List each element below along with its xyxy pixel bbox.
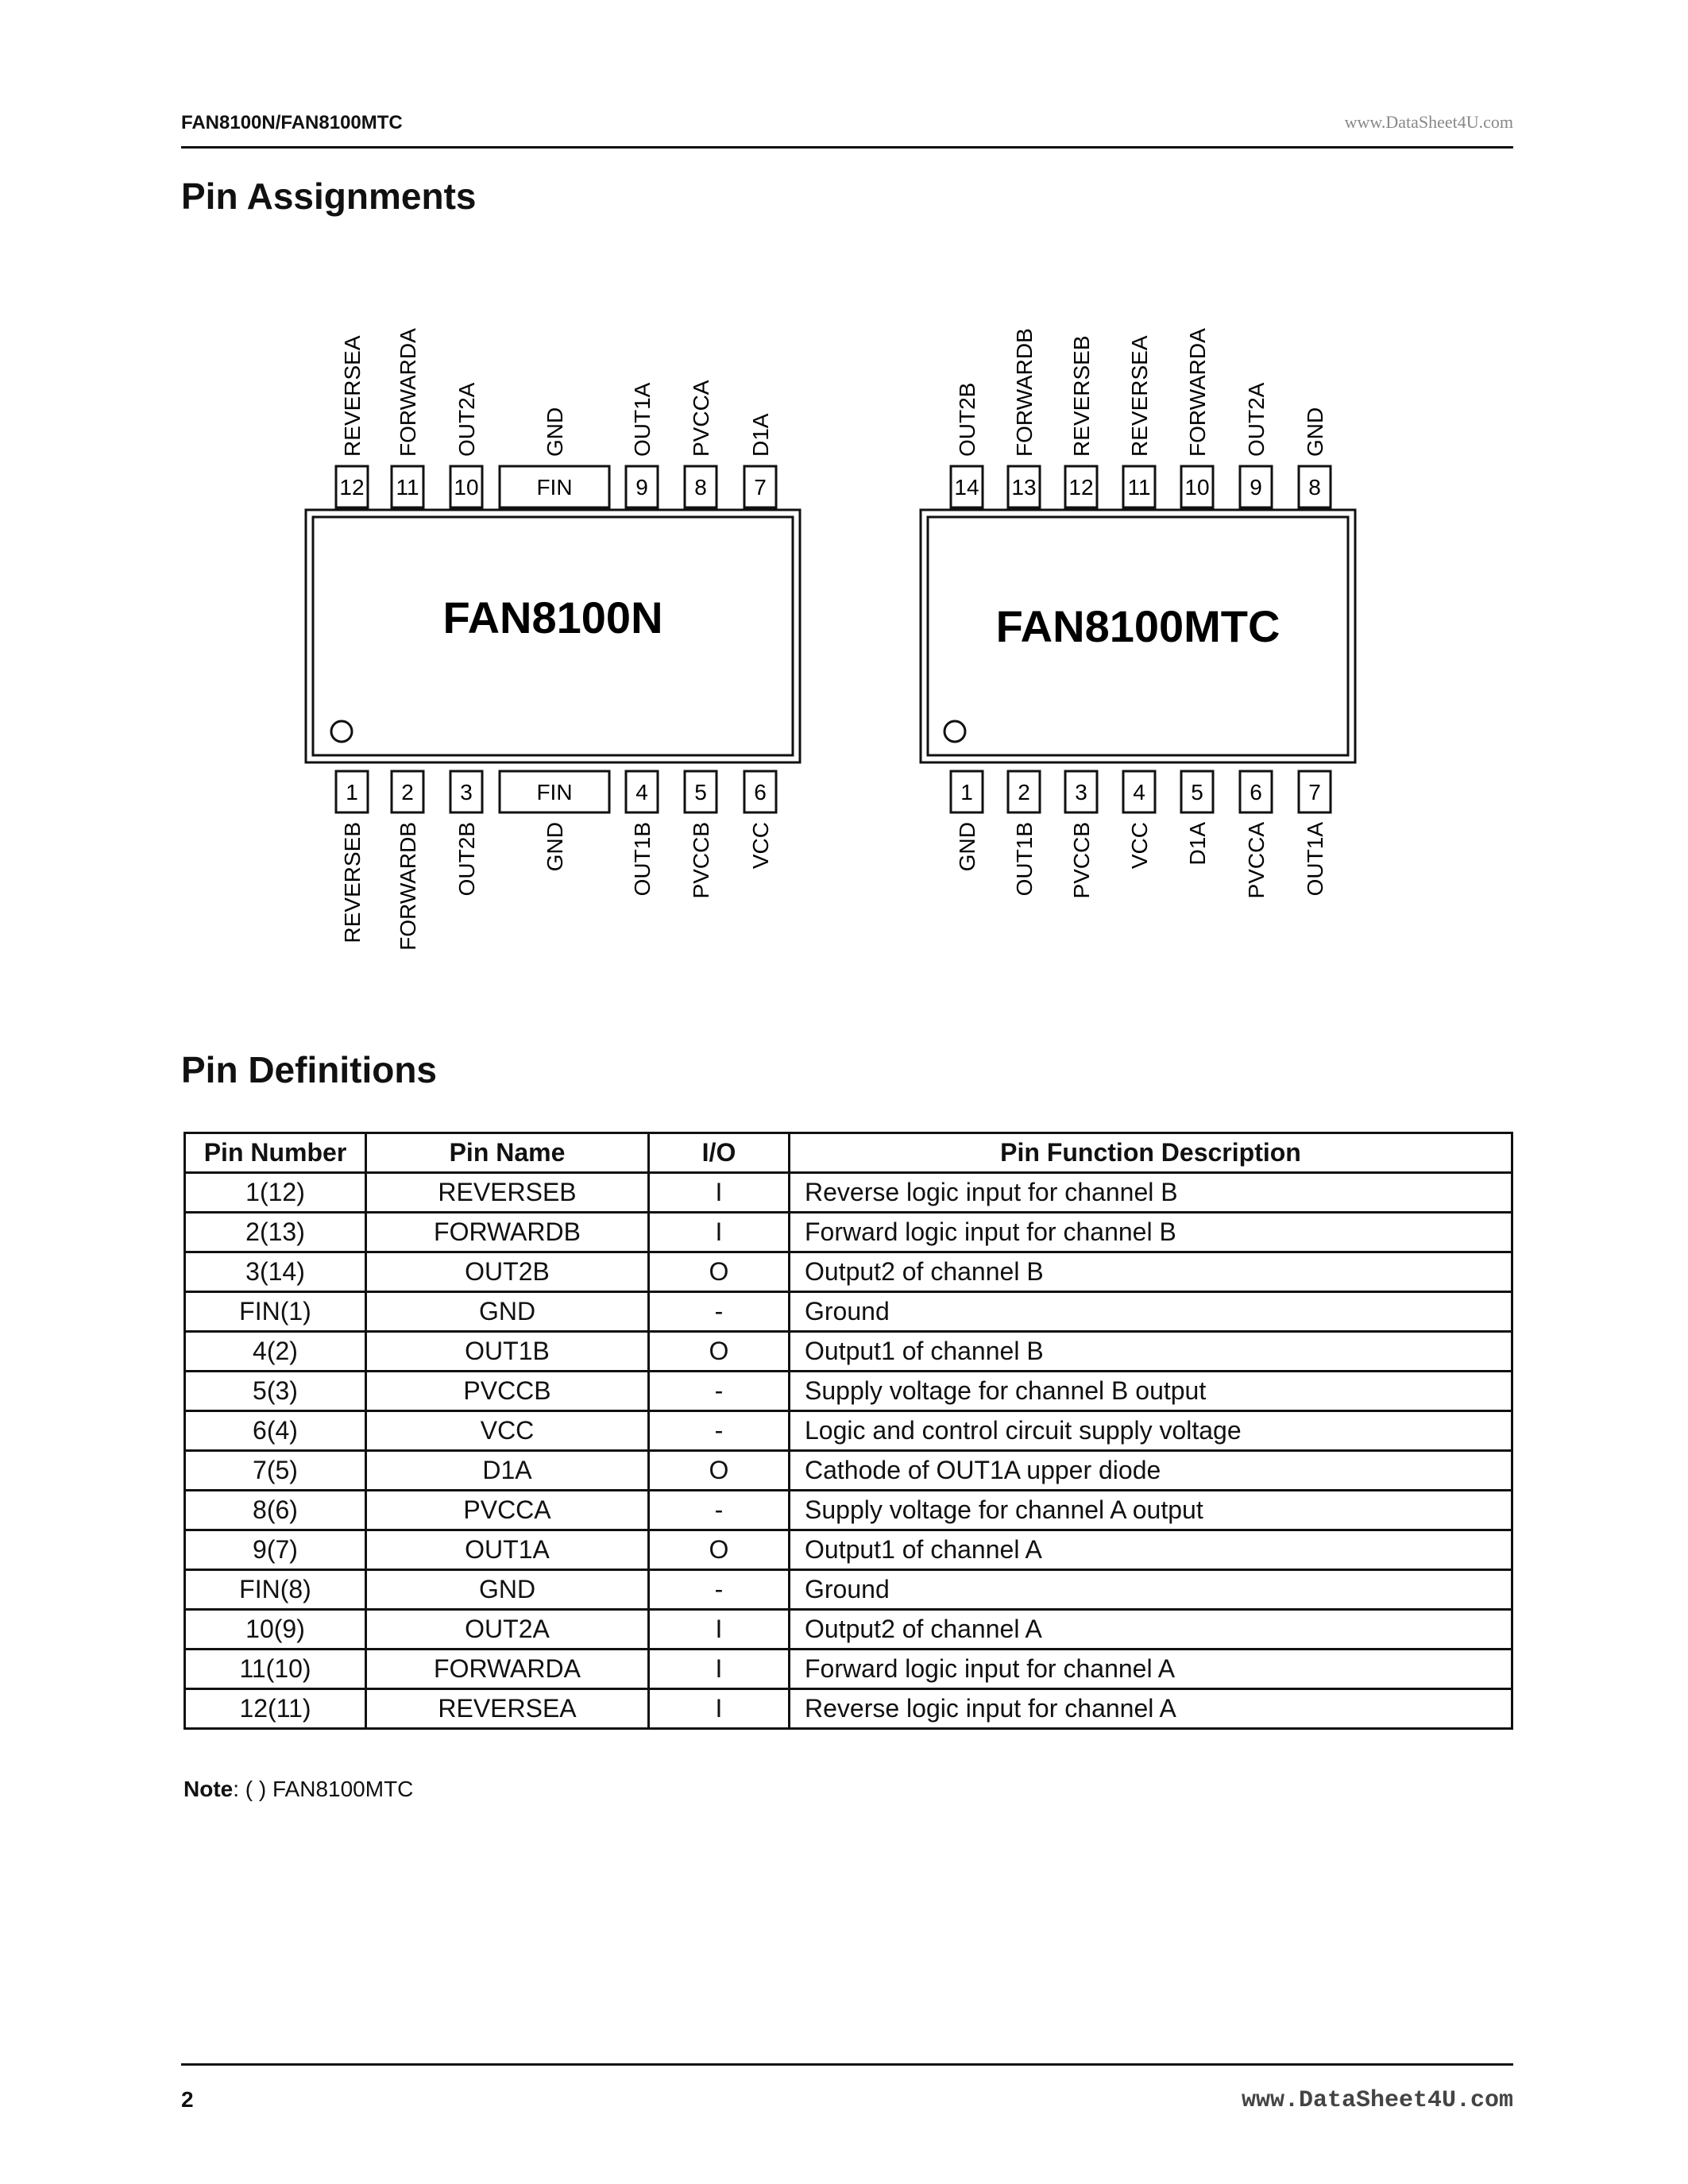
cell-description: Ground [790,1570,1512,1610]
pin-name-label: GND [955,822,979,872]
pin-number: 12 [1068,475,1094,500]
cell-description: Output1 of channel A [790,1530,1512,1570]
cell-io: O [649,1252,790,1292]
pin-number: 4 [1133,780,1145,805]
pin-name-label: D1A [1185,822,1210,866]
cell-pin-name: VCC [366,1411,649,1451]
table-row [185,1292,1512,1332]
cell-description: Supply voltage for channel A output [790,1491,1512,1530]
cell-pin-name: OUT2B [366,1252,649,1292]
cell-io: O [649,1332,790,1372]
cell-io: O [649,1530,790,1570]
pin-name-label: REVERSEB [340,822,365,943]
cell-pin-name: OUT1A [366,1530,649,1570]
pin-number: FIN [536,475,573,500]
cell-description: Logic and control circuit supply voltage [790,1411,1512,1451]
cell-description: Output2 of channel A [790,1610,1512,1650]
cell-description: Reverse logic input for channel A [790,1689,1512,1729]
table-row [185,1610,1512,1650]
pin-name-label: GND [1303,407,1327,457]
pin-number: 2 [401,780,414,805]
pin-name-label: D1A [748,413,773,457]
cell-pin-name: REVERSEB [366,1173,649,1213]
cell-io: I [649,1173,790,1213]
cell-pin-number: 2(13) [185,1213,366,1252]
pin-number: 2 [1018,780,1030,805]
pin1-marker [944,721,965,742]
pin-number: 11 [1127,475,1151,500]
pin-name-label: OUT2B [454,822,479,897]
cell-pin-number: 4(2) [185,1332,366,1372]
cell-pin-number: 6(4) [185,1411,366,1451]
table-row [185,1530,1512,1570]
footer-url[interactable]: www.DataSheet4U.com [1241,2087,1513,2114]
pin-number: 5 [694,780,707,805]
chip-name: FAN8100MTC [995,601,1280,651]
cell-description: Output2 of channel B [790,1252,1512,1292]
cell-pin-name: FORWARDB [366,1213,649,1252]
col-header-pin-number: Pin Number [185,1133,366,1173]
pin-number: 9 [635,475,648,500]
cell-io: I [649,1610,790,1650]
table-row [185,1570,1512,1610]
table-row [185,1650,1512,1689]
pin-name-label: OUT1A [630,382,655,457]
cell-io: - [649,1292,790,1332]
pin-number: 12 [339,475,365,500]
table-row [185,1252,1512,1292]
cell-pin-number: 11(10) [185,1650,366,1689]
table-row [185,1332,1512,1372]
pin-assignments-heading: Pin Assignments [181,176,477,217]
cell-io: O [649,1451,790,1491]
table-row [185,1173,1512,1213]
pin-name-label: REVERSEA [1127,335,1152,457]
table-row [185,1411,1512,1451]
pin-number: 7 [754,475,767,500]
note-label: Note [183,1777,234,1801]
pin-number: 8 [1308,475,1321,500]
cell-description: Reverse logic input for channel B [790,1173,1512,1213]
chip-name: FAN8100N [442,592,663,642]
pin-name-label: PVCCA [689,380,713,457]
document-title: FAN8100N/FAN8100MTC [181,112,403,133]
cell-description: Cathode of OUT1A upper diode [790,1451,1512,1491]
pin-number: 3 [460,780,473,805]
cell-description: Ground [790,1292,1512,1332]
pin-name-label: GND [543,407,567,457]
col-header-description: Pin Function Description [790,1133,1512,1173]
pin-name-label: OUT1B [1012,822,1037,897]
pin-number: 14 [954,475,979,500]
pin-name-label: FORWARDA [396,328,420,457]
pin-name-label: VCC [748,822,773,870]
cell-pin-number: 10(9) [185,1610,366,1650]
pin-number: 8 [694,475,707,500]
pin-name-label: FORWARDB [396,822,420,951]
cell-pin-name: OUT2A [366,1610,649,1650]
cell-pin-number: FIN(8) [185,1570,366,1610]
col-header-io: I/O [649,1133,790,1173]
pin-name-label: OUT2A [1244,382,1269,457]
pin-name-label: GND [543,822,567,872]
footer-rule [181,2063,1513,2066]
cell-pin-number: 8(6) [185,1491,366,1530]
cell-pin-number: 7(5) [185,1451,366,1491]
pin-name-label: REVERSEB [1069,335,1094,457]
pin-name-label: FORWARDA [1185,328,1210,457]
table-header-row [185,1133,1512,1173]
pin-name-label: PVCCB [689,822,713,899]
cell-pin-name: GND [366,1570,649,1610]
pin-name-label: VCC [1127,822,1152,870]
pin-definitions-heading: Pin Definitions [181,1049,437,1090]
pin-name-label: FORWARDB [1012,328,1037,457]
table-row [185,1451,1512,1491]
cell-description: Supply voltage for channel B output [790,1372,1512,1411]
pin-name-label: OUT1B [630,822,655,897]
cell-pin-number: 5(3) [185,1372,366,1411]
cell-io: I [649,1689,790,1729]
cell-io: I [649,1213,790,1252]
table-note [183,1777,413,1802]
col-header-pin-name: Pin Name [366,1133,649,1173]
cell-description: Output1 of channel B [790,1332,1512,1372]
cell-io: - [649,1411,790,1451]
table-row [185,1491,1512,1530]
pin-number: 7 [1308,780,1321,805]
pin1-marker [331,721,352,742]
pin-name-label: OUT2B [955,382,979,457]
pin-number: 13 [1011,475,1037,500]
table-row [185,1213,1512,1252]
cell-pin-name: OUT1B [366,1332,649,1372]
cell-pin-name: D1A [366,1451,649,1491]
cell-pin-name: PVCCA [366,1491,649,1530]
pin-number: 5 [1191,780,1203,805]
cell-io: I [649,1650,790,1689]
pin-number: 1 [960,780,973,805]
pin-definitions-table [183,1132,1513,1730]
cell-description: Forward logic input for channel A [790,1650,1512,1689]
cell-pin-number: 3(14) [185,1252,366,1292]
pin-number: 6 [754,780,767,805]
pin-assignment-diagrams [0,0,1688,1032]
cell-pin-number: 1(12) [185,1173,366,1213]
cell-pin-name: FORWARDA [366,1650,649,1689]
pin-number: FIN [536,780,573,805]
pin-number: 11 [396,475,419,500]
page-number: 2 [181,2087,194,2112]
pin-number: 6 [1250,780,1262,805]
cell-pin-name: PVCCB [366,1372,649,1411]
cell-pin-number: 12(11) [185,1689,366,1729]
pin-name-label: OUT1A [1303,822,1327,897]
pin-name-label: PVCCA [1244,822,1269,899]
cell-pin-number: 9(7) [185,1530,366,1570]
cell-io: - [649,1372,790,1411]
cell-io: - [649,1491,790,1530]
cell-pin-name: REVERSEA [366,1689,649,1729]
pin-number: 9 [1250,475,1262,500]
cell-io: - [649,1570,790,1610]
cell-description: Forward logic input for channel B [790,1213,1512,1252]
header-url[interactable]: www.DataSheet4U.com [1344,112,1513,132]
pin-number: 3 [1075,780,1087,805]
cell-pin-number: FIN(1) [185,1292,366,1332]
pin-number: 4 [635,780,648,805]
table-row [185,1372,1512,1411]
pin-name-label: REVERSEA [340,335,365,457]
table-row [185,1689,1512,1729]
pin-number: 1 [346,780,358,805]
pin-number: 10 [1184,475,1210,500]
pin-number: 10 [454,475,479,500]
pin-name-label: PVCCB [1069,822,1094,899]
note-text: : ( ) FAN8100MTC [233,1777,414,1801]
cell-pin-name: GND [366,1292,649,1332]
pin-name-label: OUT2A [454,382,479,457]
